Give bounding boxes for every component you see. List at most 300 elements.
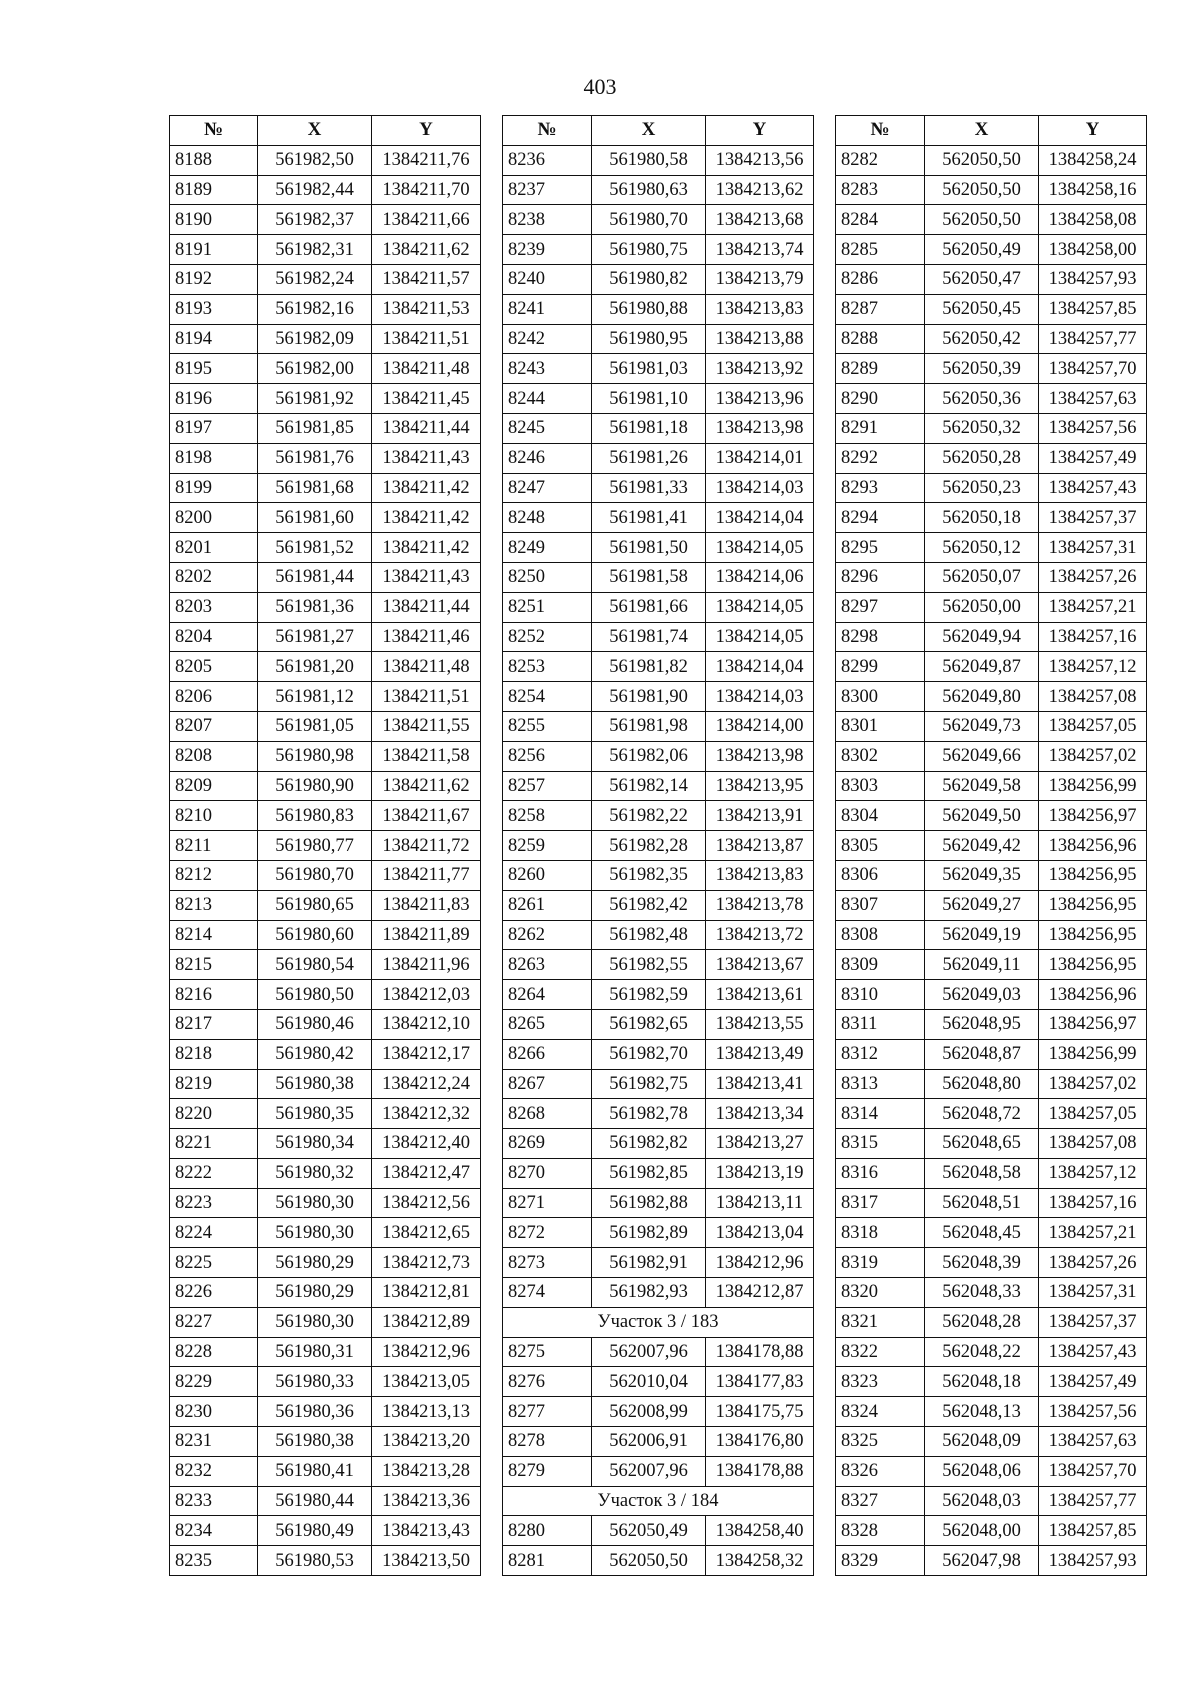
point-number-cell: 8205 (170, 652, 258, 682)
table-row (836, 1278, 1147, 1308)
table-row (170, 1337, 481, 1367)
point-number-cell: 8248 (503, 503, 592, 533)
x-coordinate-cell: 561982,93 (592, 1278, 706, 1308)
y-coordinate-cell: 1384214,03 (706, 682, 814, 712)
x-coordinate-cell: 562049,87 (925, 652, 1039, 682)
table-row (836, 413, 1147, 443)
table-row (836, 1129, 1147, 1159)
x-coordinate-cell: 562048,33 (925, 1278, 1039, 1308)
table-row (170, 413, 481, 443)
point-number-cell: 8269 (503, 1129, 592, 1159)
table-row (170, 920, 481, 950)
table-row (170, 354, 481, 384)
y-coordinate-cell: 1384213,49 (706, 1039, 814, 1069)
point-number-cell: 8191 (170, 235, 258, 265)
y-coordinate-cell: 1384213,72 (706, 920, 814, 950)
table-row (836, 354, 1147, 384)
table-row (836, 384, 1147, 414)
x-coordinate-cell: 562048,72 (925, 1099, 1039, 1129)
point-number-cell: 8288 (836, 324, 925, 354)
table-row (170, 1546, 481, 1576)
y-coordinate-cell: 1384212,17 (372, 1039, 481, 1069)
y-coordinate-cell: 1384257,08 (1039, 682, 1147, 712)
point-number-cell: 8325 (836, 1427, 925, 1457)
y-coordinate-cell: 1384212,73 (372, 1248, 481, 1278)
x-coordinate-cell: 561982,42 (592, 890, 706, 920)
y-coordinate-cell: 1384211,57 (372, 264, 481, 294)
y-coordinate-cell: 1384211,55 (372, 711, 481, 741)
table-row (503, 473, 814, 503)
x-coordinate-cell: 562048,18 (925, 1367, 1039, 1397)
x-coordinate-cell: 562050,23 (925, 473, 1039, 503)
table-row (170, 950, 481, 980)
table-row (836, 473, 1147, 503)
point-number-cell: 8207 (170, 711, 258, 741)
point-number-cell: 8274 (503, 1278, 592, 1308)
x-coordinate-cell: 561980,33 (258, 1367, 372, 1397)
coordinate-table-3 (835, 115, 1147, 1576)
point-number-cell: 8192 (170, 264, 258, 294)
table-row (836, 175, 1147, 205)
table-row (836, 741, 1147, 771)
x-coordinate-cell: 561980,32 (258, 1158, 372, 1188)
point-number-cell: 8196 (170, 384, 258, 414)
x-coordinate-cell: 562048,95 (925, 1009, 1039, 1039)
x-coordinate-cell: 561981,82 (592, 652, 706, 682)
table-row (170, 384, 481, 414)
table-row (503, 1039, 814, 1069)
x-coordinate-cell: 562048,09 (925, 1427, 1039, 1457)
table-row (170, 235, 481, 265)
point-number-cell: 8276 (503, 1367, 592, 1397)
y-coordinate-cell: 1384213,11 (706, 1188, 814, 1218)
point-number-cell: 8206 (170, 682, 258, 712)
table-row (836, 1516, 1147, 1546)
point-number-cell: 8267 (503, 1069, 592, 1099)
y-coordinate-cell: 1384257,77 (1039, 1486, 1147, 1516)
x-coordinate-cell: 562050,45 (925, 294, 1039, 324)
table-row (836, 503, 1147, 533)
point-number-cell: 8304 (836, 801, 925, 831)
point-number-cell: 8194 (170, 324, 258, 354)
point-number-cell: 8296 (836, 562, 925, 592)
table-row (836, 562, 1147, 592)
y-coordinate-cell: 1384213,27 (706, 1129, 814, 1159)
y-coordinate-cell: 1384211,89 (372, 920, 481, 950)
table-row (836, 1248, 1147, 1278)
y-coordinate-cell: 1384257,05 (1039, 711, 1147, 741)
table-row (503, 711, 814, 741)
table-row (503, 682, 814, 712)
table-row (503, 562, 814, 592)
point-number-cell: 8313 (836, 1069, 925, 1099)
table-row (836, 592, 1147, 622)
y-coordinate-cell: 1384213,83 (706, 294, 814, 324)
point-number-cell: 8329 (836, 1546, 925, 1576)
x-coordinate-cell: 561981,52 (258, 533, 372, 563)
section-row (503, 1486, 814, 1516)
header-number: № (503, 116, 592, 146)
y-coordinate-cell: 1384257,93 (1039, 1546, 1147, 1576)
table-row (170, 771, 481, 801)
y-coordinate-cell: 1384211,43 (372, 562, 481, 592)
y-coordinate-cell: 1384257,56 (1039, 413, 1147, 443)
table-row (503, 1456, 814, 1486)
y-coordinate-cell: 1384258,24 (1039, 145, 1147, 175)
point-number-cell: 8256 (503, 741, 592, 771)
point-number-cell: 8266 (503, 1039, 592, 1069)
y-coordinate-cell: 1384213,36 (372, 1486, 481, 1516)
table-row (836, 1039, 1147, 1069)
point-number-cell: 8235 (170, 1546, 258, 1576)
y-coordinate-cell: 1384213,95 (706, 771, 814, 801)
table-row (503, 1158, 814, 1188)
table-row (836, 533, 1147, 563)
table-row (503, 1218, 814, 1248)
table-row (836, 235, 1147, 265)
point-number-cell: 8270 (503, 1158, 592, 1188)
x-coordinate-cell: 561981,66 (592, 592, 706, 622)
table-header-row (836, 116, 1147, 146)
table-row (170, 1248, 481, 1278)
point-number-cell: 8303 (836, 771, 925, 801)
y-coordinate-cell: 1384212,96 (706, 1248, 814, 1278)
x-coordinate-cell: 561982,09 (258, 324, 372, 354)
table-row (503, 175, 814, 205)
x-coordinate-cell: 561980,82 (592, 264, 706, 294)
table-row (836, 980, 1147, 1010)
table-row (170, 264, 481, 294)
header-y: Y (372, 116, 481, 146)
x-coordinate-cell: 561980,53 (258, 1546, 372, 1576)
point-number-cell: 8197 (170, 413, 258, 443)
y-coordinate-cell: 1384211,42 (372, 473, 481, 503)
y-coordinate-cell: 1384212,47 (372, 1158, 481, 1188)
table-row (836, 145, 1147, 175)
table-row (170, 741, 481, 771)
point-number-cell: 8204 (170, 622, 258, 652)
x-coordinate-cell: 561981,33 (592, 473, 706, 503)
y-coordinate-cell: 1384213,96 (706, 384, 814, 414)
x-coordinate-cell: 562050,42 (925, 324, 1039, 354)
x-coordinate-cell: 561981,12 (258, 682, 372, 712)
point-number-cell: 8210 (170, 801, 258, 831)
table-row (503, 1069, 814, 1099)
x-coordinate-cell: 561982,00 (258, 354, 372, 384)
x-coordinate-cell: 561980,38 (258, 1069, 372, 1099)
table-row (170, 1397, 481, 1427)
x-coordinate-cell: 561980,35 (258, 1099, 372, 1129)
table-row (836, 622, 1147, 652)
table-row (503, 652, 814, 682)
y-coordinate-cell: 1384214,00 (706, 711, 814, 741)
point-number-cell: 8244 (503, 384, 592, 414)
y-coordinate-cell: 1384211,46 (372, 622, 481, 652)
table-row (170, 1099, 481, 1129)
table-row (503, 205, 814, 235)
y-coordinate-cell: 1384213,34 (706, 1099, 814, 1129)
y-coordinate-cell: 1384258,08 (1039, 205, 1147, 235)
x-coordinate-cell: 561982,65 (592, 1009, 706, 1039)
table-row (503, 771, 814, 801)
table-row (170, 562, 481, 592)
x-coordinate-cell: 561980,46 (258, 1009, 372, 1039)
y-coordinate-cell: 1384178,88 (706, 1456, 814, 1486)
x-coordinate-cell: 562049,11 (925, 950, 1039, 980)
point-number-cell: 8305 (836, 831, 925, 861)
point-number-cell: 8262 (503, 920, 592, 950)
table-row (170, 652, 481, 682)
x-coordinate-cell: 561982,59 (592, 980, 706, 1010)
x-coordinate-cell: 561980,90 (258, 771, 372, 801)
y-coordinate-cell: 1384211,62 (372, 235, 481, 265)
x-coordinate-cell: 561981,90 (592, 682, 706, 712)
table-row (836, 1397, 1147, 1427)
x-coordinate-cell: 561982,16 (258, 294, 372, 324)
point-number-cell: 8307 (836, 890, 925, 920)
y-coordinate-cell: 1384256,97 (1039, 1009, 1147, 1039)
point-number-cell: 8268 (503, 1099, 592, 1129)
table-row (836, 1486, 1147, 1516)
point-number-cell: 8222 (170, 1158, 258, 1188)
table-row (503, 1188, 814, 1218)
x-coordinate-cell: 561981,98 (592, 711, 706, 741)
point-number-cell: 8259 (503, 831, 592, 861)
x-coordinate-cell: 562008,99 (592, 1397, 706, 1427)
point-number-cell: 8278 (503, 1427, 592, 1457)
x-coordinate-cell: 562049,19 (925, 920, 1039, 950)
point-number-cell: 8272 (503, 1218, 592, 1248)
x-coordinate-cell: 561980,63 (592, 175, 706, 205)
point-number-cell: 8306 (836, 860, 925, 890)
y-coordinate-cell: 1384176,80 (706, 1427, 814, 1457)
point-number-cell: 8195 (170, 354, 258, 384)
y-coordinate-cell: 1384214,01 (706, 443, 814, 473)
y-coordinate-cell: 1384213,05 (372, 1367, 481, 1397)
table-row (170, 682, 481, 712)
x-coordinate-cell: 561982,82 (592, 1129, 706, 1159)
table-row (836, 1009, 1147, 1039)
x-coordinate-cell: 562049,27 (925, 890, 1039, 920)
table-row (836, 682, 1147, 712)
table-row (503, 384, 814, 414)
point-number-cell: 8264 (503, 980, 592, 1010)
point-number-cell: 8275 (503, 1337, 592, 1367)
x-coordinate-cell: 561982,85 (592, 1158, 706, 1188)
table-row (503, 1009, 814, 1039)
x-coordinate-cell: 561980,54 (258, 950, 372, 980)
table-row (503, 592, 814, 622)
x-coordinate-cell: 562048,80 (925, 1069, 1039, 1099)
x-coordinate-cell: 561980,41 (258, 1456, 372, 1486)
table-row (503, 1427, 814, 1457)
x-coordinate-cell: 562050,07 (925, 562, 1039, 592)
table-row (170, 1486, 481, 1516)
point-number-cell: 8227 (170, 1307, 258, 1337)
y-coordinate-cell: 1384213,78 (706, 890, 814, 920)
y-coordinate-cell: 1384212,65 (372, 1218, 481, 1248)
x-coordinate-cell: 561980,95 (592, 324, 706, 354)
x-coordinate-cell: 561981,92 (258, 384, 372, 414)
y-coordinate-cell: 1384214,05 (706, 622, 814, 652)
y-coordinate-cell: 1384211,45 (372, 384, 481, 414)
point-number-cell: 8217 (170, 1009, 258, 1039)
point-number-cell: 8243 (503, 354, 592, 384)
x-coordinate-cell: 562048,22 (925, 1337, 1039, 1367)
point-number-cell: 8326 (836, 1456, 925, 1486)
x-coordinate-cell: 562048,45 (925, 1218, 1039, 1248)
y-coordinate-cell: 1384213,41 (706, 1069, 814, 1099)
y-coordinate-cell: 1384213,79 (706, 264, 814, 294)
point-number-cell: 8314 (836, 1099, 925, 1129)
y-coordinate-cell: 1384214,05 (706, 592, 814, 622)
y-coordinate-cell: 1384211,96 (372, 950, 481, 980)
y-coordinate-cell: 1384257,12 (1039, 1158, 1147, 1188)
point-number-cell: 8234 (170, 1516, 258, 1546)
table-row (836, 1546, 1147, 1576)
x-coordinate-cell: 561980,38 (258, 1427, 372, 1457)
y-coordinate-cell: 1384211,51 (372, 682, 481, 712)
x-coordinate-cell: 561980,30 (258, 1218, 372, 1248)
header-number: № (170, 116, 258, 146)
x-coordinate-cell: 561980,44 (258, 1486, 372, 1516)
y-coordinate-cell: 1384257,70 (1039, 1456, 1147, 1486)
x-coordinate-cell: 562006,91 (592, 1427, 706, 1457)
x-coordinate-cell: 562050,49 (925, 235, 1039, 265)
table-row (170, 294, 481, 324)
x-coordinate-cell: 562007,96 (592, 1337, 706, 1367)
x-coordinate-cell: 561982,35 (592, 860, 706, 890)
point-number-cell: 8291 (836, 413, 925, 443)
y-coordinate-cell: 1384257,56 (1039, 1397, 1147, 1427)
point-number-cell: 8220 (170, 1099, 258, 1129)
x-coordinate-cell: 562048,58 (925, 1158, 1039, 1188)
point-number-cell: 8245 (503, 413, 592, 443)
x-coordinate-cell: 562050,47 (925, 264, 1039, 294)
table-row (170, 801, 481, 831)
x-coordinate-cell: 561980,30 (258, 1307, 372, 1337)
point-number-cell: 8324 (836, 1397, 925, 1427)
x-coordinate-cell: 561982,50 (258, 145, 372, 175)
y-coordinate-cell: 1384212,87 (706, 1278, 814, 1308)
x-coordinate-cell: 561982,28 (592, 831, 706, 861)
point-number-cell: 8258 (503, 801, 592, 831)
y-coordinate-cell: 1384256,99 (1039, 1039, 1147, 1069)
point-number-cell: 8230 (170, 1397, 258, 1427)
x-coordinate-cell: 562050,18 (925, 503, 1039, 533)
point-number-cell: 8301 (836, 711, 925, 741)
table-row (836, 890, 1147, 920)
x-coordinate-cell: 561981,41 (592, 503, 706, 533)
point-number-cell: 8228 (170, 1337, 258, 1367)
table-row (503, 920, 814, 950)
point-number-cell: 8281 (503, 1546, 592, 1576)
table-row (836, 771, 1147, 801)
point-number-cell: 8202 (170, 562, 258, 592)
x-coordinate-cell: 561982,22 (592, 801, 706, 831)
x-coordinate-cell: 561981,60 (258, 503, 372, 533)
y-coordinate-cell: 1384214,05 (706, 533, 814, 563)
point-number-cell: 8232 (170, 1456, 258, 1486)
table-row (836, 1427, 1147, 1457)
table-row (503, 1397, 814, 1427)
point-number-cell: 8211 (170, 831, 258, 861)
table-row (503, 622, 814, 652)
y-coordinate-cell: 1384256,95 (1039, 950, 1147, 980)
y-coordinate-cell: 1384211,72 (372, 831, 481, 861)
y-coordinate-cell: 1384213,67 (706, 950, 814, 980)
point-number-cell: 8251 (503, 592, 592, 622)
point-number-cell: 8317 (836, 1188, 925, 1218)
x-coordinate-cell: 561982,88 (592, 1188, 706, 1218)
y-coordinate-cell: 1384211,66 (372, 205, 481, 235)
point-number-cell: 8209 (170, 771, 258, 801)
table-row (170, 1516, 481, 1546)
point-number-cell: 8312 (836, 1039, 925, 1069)
table-row (836, 1218, 1147, 1248)
page-number: 403 (583, 74, 617, 99)
x-coordinate-cell: 561981,26 (592, 443, 706, 473)
x-coordinate-cell: 561981,20 (258, 652, 372, 682)
point-number-cell: 8300 (836, 682, 925, 712)
y-coordinate-cell: 1384257,26 (1039, 562, 1147, 592)
x-coordinate-cell: 562048,39 (925, 1248, 1039, 1278)
table-row (836, 652, 1147, 682)
y-coordinate-cell: 1384257,16 (1039, 1188, 1147, 1218)
y-coordinate-cell: 1384211,44 (372, 592, 481, 622)
x-coordinate-cell: 561981,27 (258, 622, 372, 652)
y-coordinate-cell: 1384213,04 (706, 1218, 814, 1248)
y-coordinate-cell: 1384211,43 (372, 443, 481, 473)
x-coordinate-cell: 561981,18 (592, 413, 706, 443)
table-row (503, 980, 814, 1010)
table-row (170, 1427, 481, 1457)
table-row (503, 890, 814, 920)
y-coordinate-cell: 1384213,13 (372, 1397, 481, 1427)
x-coordinate-cell: 562048,00 (925, 1516, 1039, 1546)
y-coordinate-cell: 1384212,89 (372, 1307, 481, 1337)
y-coordinate-cell: 1384257,05 (1039, 1099, 1147, 1129)
point-number-cell: 8309 (836, 950, 925, 980)
x-coordinate-cell: 561980,31 (258, 1337, 372, 1367)
point-number-cell: 8200 (170, 503, 258, 533)
y-coordinate-cell: 1384257,49 (1039, 1367, 1147, 1397)
x-coordinate-cell: 562048,65 (925, 1129, 1039, 1159)
point-number-cell: 8299 (836, 652, 925, 682)
point-number-cell: 8221 (170, 1129, 258, 1159)
point-number-cell: 8263 (503, 950, 592, 980)
point-number-cell: 8254 (503, 682, 592, 712)
point-number-cell: 8297 (836, 592, 925, 622)
table-row (170, 1218, 481, 1248)
y-coordinate-cell: 1384213,91 (706, 801, 814, 831)
point-number-cell: 8316 (836, 1158, 925, 1188)
x-coordinate-cell: 561981,10 (592, 384, 706, 414)
x-coordinate-cell: 561982,70 (592, 1039, 706, 1069)
point-number-cell: 8208 (170, 741, 258, 771)
y-coordinate-cell: 1384214,03 (706, 473, 814, 503)
table-row (170, 175, 481, 205)
table-row (170, 1158, 481, 1188)
point-number-cell: 8302 (836, 741, 925, 771)
y-coordinate-cell: 1384213,88 (706, 324, 814, 354)
x-coordinate-cell: 562050,12 (925, 533, 1039, 563)
point-number-cell: 8322 (836, 1337, 925, 1367)
point-number-cell: 8290 (836, 384, 925, 414)
point-number-cell: 8320 (836, 1278, 925, 1308)
y-coordinate-cell: 1384257,85 (1039, 294, 1147, 324)
x-coordinate-cell: 562049,94 (925, 622, 1039, 652)
